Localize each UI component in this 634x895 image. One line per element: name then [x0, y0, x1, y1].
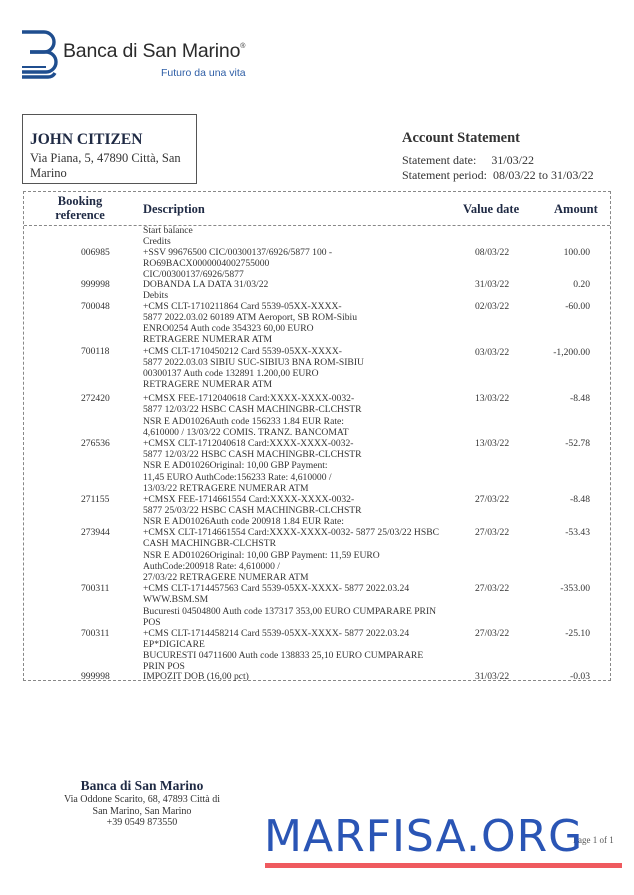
header-booking-reference: Booking reference	[55, 194, 105, 222]
customer-address: Via Piana, 5, 47890 Città, San Marino	[30, 151, 181, 180]
value-date: 08/03/22	[475, 247, 510, 258]
value-date: 31/03/22	[475, 671, 510, 682]
transaction-description: +CMS CLT-1714457563 Card 5539-05XX-XXXX- 5877 2022.03.24	[143, 583, 410, 594]
transaction-amount: -60.00	[565, 301, 590, 312]
statement-date-value: 31/03/22	[491, 153, 534, 167]
footer-address-line1: Via Oddone Scarito, 68, 47893 Città di	[63, 794, 221, 805]
value-date: 27/03/22	[475, 494, 510, 505]
transaction-amount: 0.20	[573, 279, 590, 290]
statement-date-row	[402, 153, 594, 168]
statement-period-row	[402, 168, 594, 183]
statement-period-value: 08/03/22 to 31/03/22	[492, 168, 594, 182]
booking-reference: 700048	[81, 301, 110, 312]
customer-address-box	[22, 114, 197, 184]
footer-phone: +39 0549 873550	[106, 817, 178, 828]
transaction-amount: -8.48	[570, 494, 590, 505]
statement-period-label: Statement period:	[402, 168, 487, 182]
transaction-description: POS	[143, 617, 161, 628]
statement-title: Account Statement	[402, 130, 520, 146]
value-date: 13/03/22	[475, 438, 510, 449]
transaction-description: +SSV 99676500 CIC/00300137/6926/5877 100 -	[143, 247, 333, 258]
transaction-description: RETRAGERE NUMERAR ATM	[143, 379, 272, 390]
footer-bank-name: Banca di San Marino	[80, 778, 204, 793]
customer-name: JOHN CITIZEN	[30, 131, 143, 148]
booking-reference: 999998	[81, 279, 110, 290]
transaction-amount: -53.43	[565, 527, 590, 538]
bank-name: Banca di San Marino®	[63, 40, 246, 62]
transaction-amount: -8.48	[570, 393, 590, 404]
booking-reference: 700311	[81, 628, 110, 639]
transaction-amount: -52.78	[565, 438, 590, 449]
transaction-description: +CMS CLT-1714458214 Card 5539-05XX-XXXX- 5877 2022.03.24	[143, 628, 410, 639]
transaction-description: PRIN POS	[143, 661, 185, 672]
transaction-description: 5877 2022.03.03 SIBIU SUC-SIBIU3 BNA ROM-SIBIU	[143, 357, 364, 368]
transaction-description: ENRO0254 Auth code 354323 60,00 EURO	[143, 323, 314, 334]
transaction-description: AuthCode:200918 Rate: 4,610000 /	[143, 561, 280, 572]
transaction-description: EP*DIGICARE	[143, 639, 205, 650]
transaction-description: 5877 2022.03.02 60189 ATM Aeroport, SB ROM-Sibiu	[143, 312, 358, 323]
transaction-description: +CMS CLT-1710211864 Card 5539-05XX-XXXX-	[143, 301, 342, 312]
transaction-amount: -25.10	[565, 628, 590, 639]
booking-reference: 999998	[81, 671, 110, 682]
transaction-description: NSR E AD01026Original: 10,00 GBP Payment:	[143, 460, 328, 471]
statement-date-label: Statement date:	[402, 153, 477, 167]
value-date: 27/03/22	[475, 628, 510, 639]
booking-reference: 271155	[81, 494, 110, 505]
transaction-description: CASH MACHINGBR-CLCHSTR	[143, 538, 277, 549]
booking-reference: 272420	[81, 393, 110, 404]
transaction-description: +CMS CLT-1710450212 Card 5539-05XX-XXXX-	[143, 346, 342, 357]
transaction-description: 5877 25/03/22 HSBC CASH MACHINGBR-CLCHSTR	[143, 505, 362, 516]
transaction-description: DOBANDA LA DATA 31/03/22	[143, 279, 269, 290]
booking-reference: 700311	[81, 583, 110, 594]
page-number: Page 1 of 1	[573, 835, 614, 845]
transaction-description: 4,610000 / 13/03/22 COMIS. TRANZ. BANCOMAT	[143, 427, 349, 438]
transaction-description: CIC/00300137/6926/5877	[143, 269, 244, 280]
transaction-description: Bucuresti 04504800 Auth code 137317 353,00 EURO CUMPARARE PRIN	[143, 606, 437, 617]
transaction-description: +CMSX FEE-1714661554 Card:XXXX-XXXX-0032-	[143, 494, 355, 505]
transaction-description: IMPOZIT DOB (16,00 pct)	[143, 671, 249, 682]
booking-reference: 273944	[81, 527, 110, 538]
transaction-description: 27/03/22 RETRAGERE NUMERAR ATM	[143, 572, 309, 583]
value-date: 13/03/22	[475, 393, 510, 404]
table-header	[24, 192, 610, 226]
watermark-text: MARFISA.ORG	[264, 811, 584, 862]
header-amount: Amount	[554, 202, 598, 216]
booking-reference: 006985	[81, 247, 110, 258]
transaction-description: NSR E AD01026Auth code 200918 1.84 EUR Rate:	[143, 516, 344, 527]
transaction-description: 5877 12/03/22 HSBC CASH MACHINGBR-CLCHSTR	[143, 449, 362, 460]
value-date: 03/03/22	[475, 347, 510, 358]
bank-logo-icon	[22, 29, 58, 79]
transaction-amount: -0.03	[570, 671, 590, 682]
transaction-amount: -1,200.00	[553, 347, 590, 358]
watermark-underline	[265, 863, 622, 868]
header-description: Description	[143, 202, 205, 216]
transaction-amount: 100.00	[563, 247, 590, 258]
transaction-description: RETRAGERE NUMERAR ATM	[143, 334, 272, 345]
transaction-amount: -353.00	[560, 583, 590, 594]
booking-reference: 276536	[81, 438, 110, 449]
value-date: 02/03/22	[475, 301, 510, 312]
transaction-description: Start balance	[143, 225, 193, 236]
header-value-date: Value date	[463, 202, 520, 216]
transactions-table	[23, 191, 611, 681]
footer-address-line2: San Marino, San Marino	[92, 805, 192, 817]
transaction-description: RO69BACX0000004002755000	[143, 258, 270, 269]
transaction-description: +CMSX CLT-1714661554 Card:XXXX-XXXX-0032- 5877 25/03/22 HSBC	[143, 527, 439, 538]
value-date: 31/03/22	[475, 279, 510, 290]
value-date: 27/03/22	[475, 527, 510, 538]
transaction-description: 11,45 EURO AuthCode:156233 Rate: 4,610000 /	[143, 472, 332, 483]
transaction-description: Debits	[143, 290, 169, 301]
transaction-description: WWW.BSM.SM	[143, 594, 209, 605]
transaction-description: +CMSX CLT-1712040618 Card:XXXX-XXXX-0032-	[143, 438, 354, 449]
bank-tagline: Futuro da una vita	[161, 67, 246, 79]
transaction-description: 5877 12/03/22 HSBC CASH MACHINGBR-CLCHSTR	[143, 404, 362, 415]
transaction-description: +CMSX FEE-1712040618 Card:XXXX-XXXX-0032-	[143, 393, 355, 404]
transaction-description: NSR E AD01026Auth code 156233 1.84 EUR Rate:	[143, 416, 344, 427]
transaction-description: 00300137 Auth code 132891 1.200,00 EURO	[143, 368, 319, 379]
statement-info	[402, 130, 594, 183]
bank-logo	[22, 29, 262, 81]
transaction-description: Credits	[143, 236, 171, 247]
booking-reference: 700118	[81, 346, 110, 357]
watermark	[264, 811, 624, 866]
value-date: 27/03/22	[475, 583, 510, 594]
footer-bank-info	[52, 778, 232, 829]
transaction-description: BUCURESTI 04711600 Auth code 138833 25,10 EURO CUMPARARE	[143, 650, 424, 661]
transaction-description: NSR E AD01026Original: 10,00 GBP Payment: 11,59 EURO	[143, 550, 380, 561]
transaction-description: 13/03/22 RETRAGERE NUMERAR ATM	[143, 483, 309, 494]
